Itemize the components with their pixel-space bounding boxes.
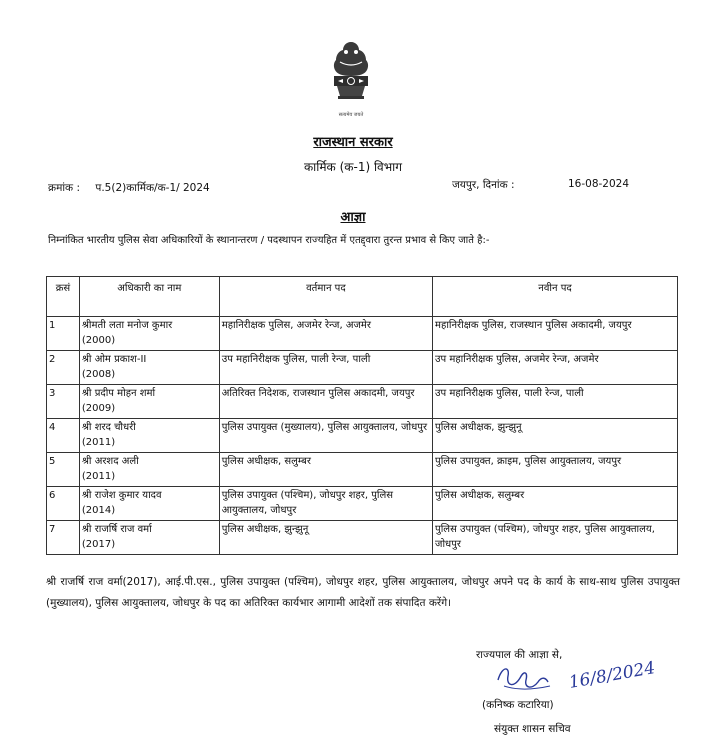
order-date: 16-08-2024 <box>568 178 630 190</box>
kramank <box>48 181 210 195</box>
row-new-post: महानिरीक्षक पुलिस, राजस्थान पुलिस अकादमी, जयपुर <box>433 317 678 351</box>
officer-batch: (2008) <box>81 369 116 380</box>
officer-name: श्री अरशद अली <box>81 456 139 467</box>
row-sno: 3 <box>47 385 80 419</box>
officer-name: श्री शरद चौधरी <box>81 422 136 433</box>
officer-batch: (2009) <box>81 403 116 414</box>
row-officer <box>79 351 219 385</box>
transfer-table <box>46 276 678 555</box>
row-sno: 1 <box>47 317 80 351</box>
place-date-label: जयपुर, दिनांक : <box>452 179 515 191</box>
governor-order-text: राज्यपाल की आज्ञा से, <box>476 649 563 661</box>
table-row <box>47 419 678 453</box>
header-officer-name: अधिकारी का नाम <box>79 277 219 317</box>
additional-charge-note: श्री राजर्षि राज वर्मा(2017), आई.पी.एस., पुलिस उपायुक्त (पश्चिम), जोधपुर शहर, पुलिस आयुक्तालय, जोधपुर अपने पद के कार्य के साथ-साथ पुलिस उपायुक्त (मुख्यालय), पुलिस आयुक्तालय, जोधपुर के पद का अतिरिक्त कार्यभार आगामी आदेशों तक संपादित करेंगे। <box>46 576 680 609</box>
officer-batch: (2014) <box>81 505 116 516</box>
row-new-post: उप महानिरीक्षक पुलिस, अजमेर रेन्ज, अजमेर <box>433 351 678 385</box>
row-new-post: पुलिस उपायुक्त (पश्चिम), जोधपुर शहर, पुलिस आयुक्तालय, जोधपुर <box>433 521 678 555</box>
row-current-post: महानिरीक्षक पुलिस, अजमेर रेन्ज, अजमेर <box>219 317 432 351</box>
signatory-designation: संयुक्त शासन सचिव <box>494 723 571 735</box>
row-officer <box>79 419 219 453</box>
row-officer <box>79 385 219 419</box>
ashoka-emblem-icon <box>328 40 374 112</box>
row-new-post: पुलिस उपायुक्त, क्राइम, पुलिस आयुक्तालय, जयपुर <box>433 453 678 487</box>
officer-name: श्री ओम प्रकाश-II <box>81 354 147 365</box>
officer-batch: (2000) <box>81 335 116 346</box>
order-title: आज्ञा <box>340 210 366 225</box>
officer-name: श्रीमती लता मनोज कुमार <box>81 320 173 331</box>
row-sno: 4 <box>47 419 80 453</box>
signatory-name: (कनिष्क कटारिया) <box>482 699 554 711</box>
row-new-post: पुलिस अधीक्षक, झुन्झुनू <box>433 419 678 453</box>
officer-name: श्री प्रदीप मोहन शर्मा <box>81 388 156 399</box>
row-current-post: पुलिस अधीक्षक, झुन्झुनू <box>219 521 432 555</box>
officer-name: श्री राजेश कुमार यादव <box>81 490 162 501</box>
row-new-post: उप महानिरीक्षक पुलिस, पाली रेन्ज, पाली <box>433 385 678 419</box>
emblem-motto: सत्यमेव जयते <box>338 112 364 118</box>
officer-name: श्री राजर्षि राज वर्मा <box>81 524 152 535</box>
government-title: राजस्थान सरकार <box>313 135 393 150</box>
header-current-post: वर्तमान पद <box>219 277 432 317</box>
signature-icon <box>492 660 556 694</box>
table-row <box>47 317 678 351</box>
header-new-post: नवीन पद <box>433 277 678 317</box>
table-row <box>47 521 678 555</box>
row-current-post: अतिरिक्त निदेशक, राजस्थान पुलिस अकादमी, जयपुर <box>219 385 432 419</box>
intro-text: निम्नांकित भारतीय पुलिस सेवा अधिकारियों के स्थानान्तरण / पदस्थापन राज्यहित में एतद्द्वारा तुरन्त प्रभाव से किए जाते है:- <box>48 235 490 246</box>
row-officer <box>79 453 219 487</box>
handwritten-date-text: 16/8/2024 <box>567 658 657 693</box>
table-row <box>47 351 678 385</box>
row-sno: 7 <box>47 521 80 555</box>
table-header-row <box>47 277 678 317</box>
officer-batch: (2011) <box>81 437 116 448</box>
row-current-post: पुलिस अधीक्षक, सलुम्बर <box>219 453 432 487</box>
kramank-label: क्रमांक : <box>48 182 81 194</box>
table-row <box>47 385 678 419</box>
row-current-post: पुलिस उपायुक्त (पश्चिम), जोधपुर शहर, पुलिस आयुक्तालय, जोधपुर <box>219 487 432 521</box>
header-sno: क्रसं <box>47 277 80 317</box>
officer-batch: (2011) <box>81 471 116 482</box>
row-sno: 5 <box>47 453 80 487</box>
row-current-post: पुलिस उपायुक्त (मुख्यालय), पुलिस आयुक्तालय, जोधपुर <box>219 419 432 453</box>
kramank-number: प.5(2)कार्मिक/क-1/ 2024 <box>95 182 210 194</box>
row-sno: 6 <box>47 487 80 521</box>
row-officer <box>79 317 219 351</box>
row-sno: 2 <box>47 351 80 385</box>
row-officer <box>79 521 219 555</box>
department-name: कार्मिक (क-1) विभाग <box>303 160 403 174</box>
table-row <box>47 453 678 487</box>
row-officer <box>79 487 219 521</box>
row-current-post: उप महानिरीक्षक पुलिस, पाली रेन्ज, पाली <box>219 351 432 385</box>
handwritten-date <box>566 654 676 698</box>
table-row <box>47 487 678 521</box>
row-new-post: पुलिस अधीक्षक, सलुम्बर <box>433 487 678 521</box>
officer-batch: (2017) <box>81 539 116 550</box>
